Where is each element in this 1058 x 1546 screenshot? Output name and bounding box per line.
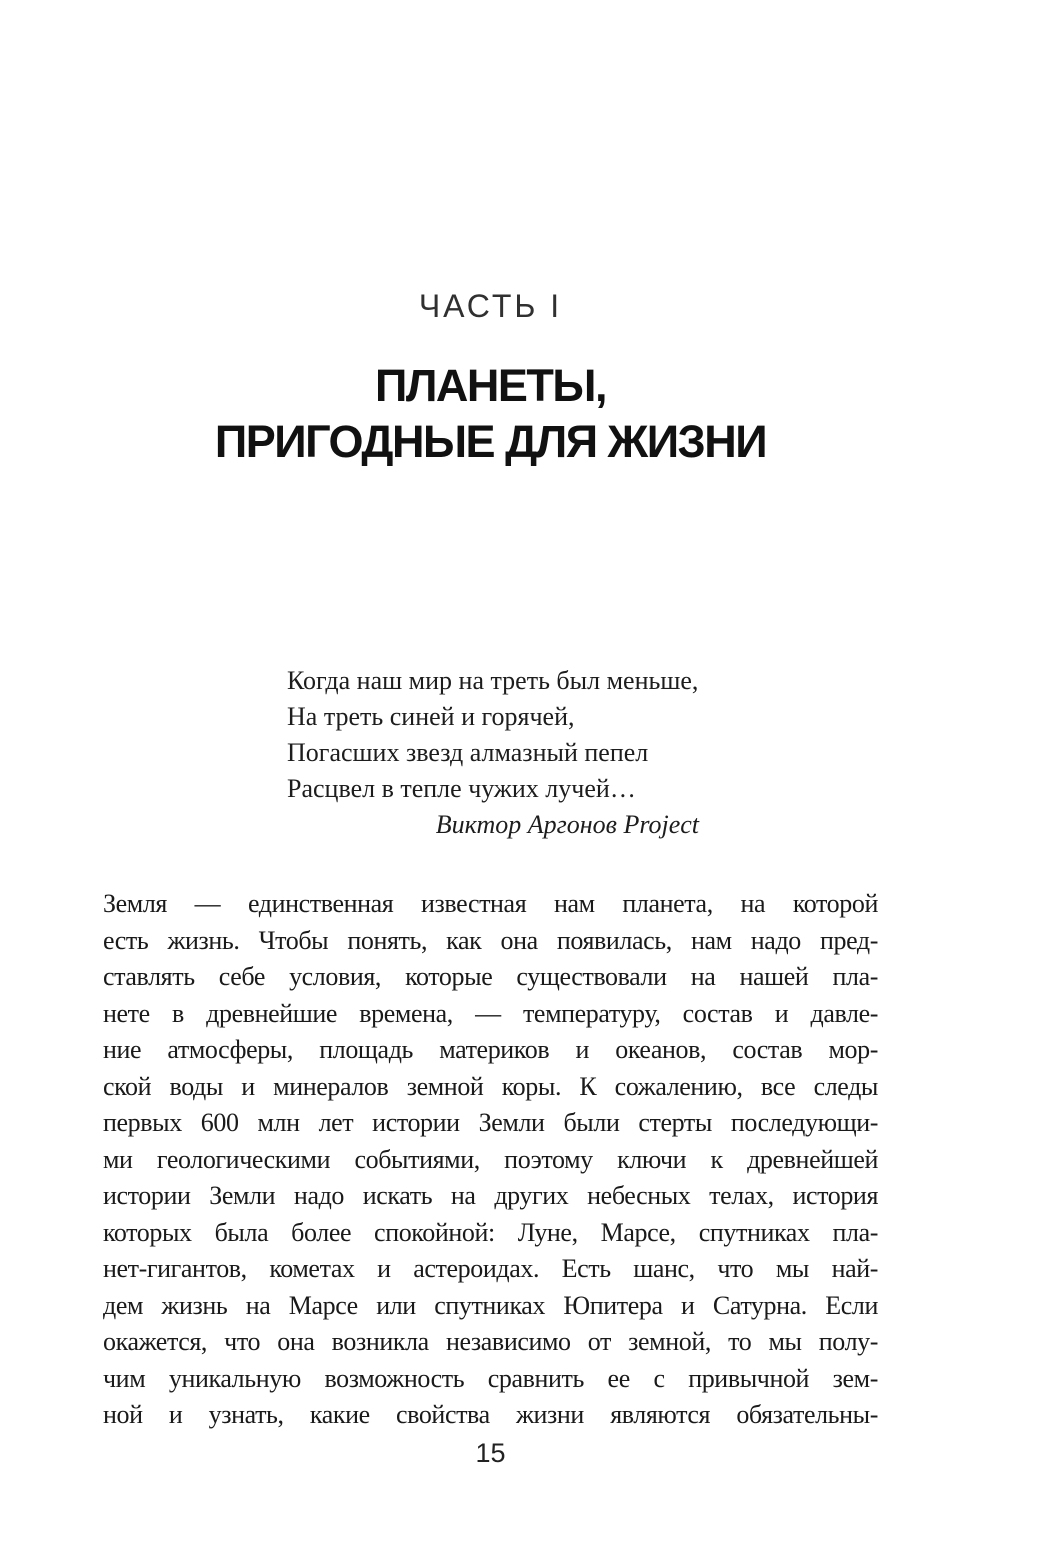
body-line: ми геологическими событиями, поэтому ключи к древнейшей [103, 1144, 878, 1174]
body-line: есть жизнь. Чтобы понять, как она появилась, нам надо пред- [103, 925, 878, 955]
page-number: 15 [475, 1438, 506, 1468]
body-line: дем жизнь на Марсе или спутниках Юпитера и Сатурна. Если [103, 1290, 878, 1320]
part-title-line-1: ПЛАНЕТЫ, [375, 360, 606, 411]
body-line: первых 600 млн лет истории Земли были стерты последующи- [103, 1108, 878, 1137]
body-line: ной и узнать, какие свойства жизни являются обязательны- [103, 1400, 878, 1429]
epigraph-line: Когда наш мир на треть был меньше, [287, 666, 699, 695]
body-line: которых была более спокойной: Луне, Марсе, спутниках пла- [103, 1217, 878, 1247]
epigraph-line: На треть синей и горячей, [287, 702, 575, 731]
body-line: чим уникальную возможность сравнить ее с привычной зем- [103, 1363, 878, 1393]
body-line: нете в древнейшие времена, — температуру, состав и давле- [103, 998, 878, 1028]
body-line: нет-гигантов, кометах и астероидах. Есть шанс, что мы най- [103, 1254, 878, 1283]
body-line: ставлять себе условия, которые существовали на нашей пла- [103, 962, 878, 991]
part-title-line-2: ПРИГОДНЫЕ ДЛЯ ЖИЗНИ [214, 416, 767, 467]
body-line: ской воды и минералов земной коры. К сожалению, все следы [103, 1071, 878, 1101]
body-line: окажется, что она возникла независимо от земной, то мы полу- [103, 1327, 878, 1356]
body-line: истории Земли надо искать на других небесных телах, история [103, 1181, 878, 1210]
body-line: Земля — единственная известная нам планета, на которой [103, 889, 878, 918]
epigraph-attribution: Виктор Аргонов Project [435, 810, 699, 839]
part-title [103, 358, 878, 470]
epigraph-line: Погасших звезд алмазный пепел [287, 738, 649, 767]
body-line: ние атмосферы, площадь материков и океанов, состав мор- [103, 1035, 878, 1064]
body-paragraph [103, 886, 878, 1434]
part-label: ЧАСТЬ I [418, 288, 563, 324]
epigraph-line: Расцвел в тепле чужих лучей… [287, 774, 636, 803]
epigraph [287, 663, 699, 843]
